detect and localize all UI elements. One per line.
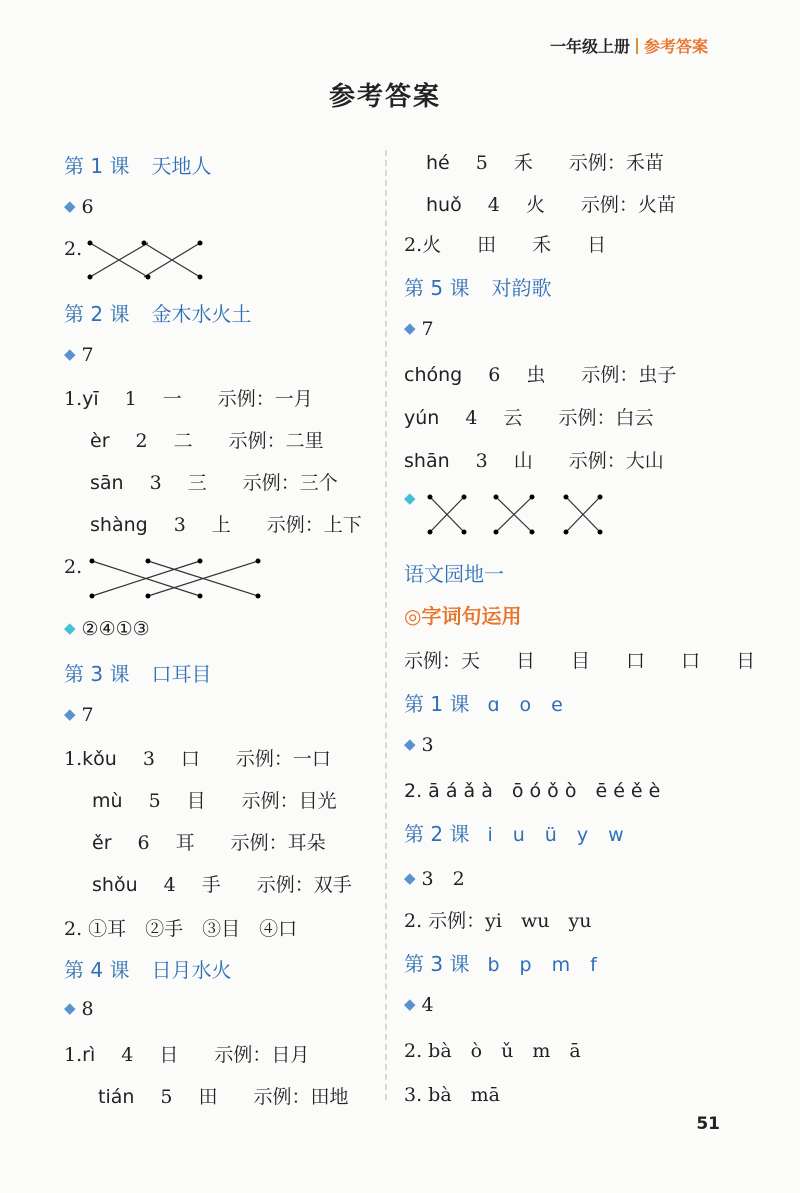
cont-row-2: huǒ 4 火 示例：火苗 — [426, 194, 676, 216]
diamond-icon: ◆ — [64, 619, 76, 637]
section-label: 参考答案 — [643, 37, 708, 56]
diamond-icon: ◆ — [64, 345, 76, 363]
pinyin-lesson-2-heading: 第 2 课 i u ü y w — [404, 822, 624, 846]
lesson-3-heading: 第 3 课 口耳目 — [64, 662, 212, 686]
cont-q2: 2.火 田 禾 日 — [404, 234, 607, 256]
lesson-2-row-1: 1.yī 1 一 示例：一月 — [64, 388, 313, 410]
diamond-icon: ◆ — [64, 197, 76, 215]
diamond-icon: ◆ — [404, 995, 416, 1013]
lesson-3-row-1: 1.kǒu 3 口 示例：一口 — [64, 748, 331, 770]
lesson-5-diamond — [404, 488, 422, 510]
lesson-5-row-1: chóng 6 虫 示例：虫子 — [404, 364, 677, 386]
cont-row-1: hé 5 禾 示例：禾苗 — [426, 152, 664, 174]
lesson-4-count: ◆ 8 — [64, 998, 94, 1020]
lesson-2-row-2: èr 2 二 示例：二里 — [90, 430, 324, 452]
lesson-2-row-4: shàng 3 上 示例：上下 — [90, 514, 362, 536]
pinyin-lesson-3-heading: 第 3 课 b p m f — [404, 952, 597, 976]
lesson-4-row-1: 1.rì 4 日 示例：日月 — [64, 1044, 310, 1066]
pinyin-lesson-1-q2: 2. ā á ǎ à ō ó ǒ ò ē é ě è — [404, 780, 661, 802]
page-title: 参考答案 — [328, 82, 441, 112]
lesson-4-heading: 第 4 课 日月水火 — [64, 958, 232, 982]
lesson-2-count: ◆ 7 — [64, 344, 94, 366]
matching-lines-1 — [88, 240, 208, 280]
lesson-4-row-2: tián 5 田 示例：田地 — [98, 1086, 349, 1108]
grade-label: 一年级上册 — [549, 37, 630, 56]
diamond-icon: ◆ — [64, 705, 76, 723]
lesson-5-count: ◆ 7 — [404, 318, 434, 340]
diamond-icon: ◆ — [64, 999, 76, 1017]
lesson-3-row-2: mù 5 目 示例：目光 — [92, 790, 337, 812]
header-separator — [636, 38, 638, 54]
lesson-1-heading: 第 1 课 天地人 — [64, 154, 212, 178]
pinyin-lesson-1-count: ◆ 3 — [404, 734, 434, 756]
diamond-icon: ◆ — [404, 735, 416, 753]
section-heading: ◎字词句运用 — [404, 604, 522, 628]
lesson-1-count: ◆ 6 — [64, 196, 94, 218]
lesson-2-heading: 第 2 课 金木水火土 — [64, 302, 252, 326]
matching-lines-3 — [428, 494, 608, 536]
lesson-3-q2: 2. ①耳 ②手 ③目 ④口 — [64, 918, 298, 940]
diamond-icon: ◆ — [404, 319, 416, 337]
lesson-2-q2: 2. — [64, 556, 83, 578]
header-tag — [550, 34, 708, 57]
page-number: 51 — [696, 1114, 720, 1134]
diamond-icon: ◆ — [404, 869, 416, 887]
lesson-3-row-3: ěr 6 耳 示例：耳朵 — [92, 832, 326, 854]
garden-heading: 语文园地一 — [404, 562, 504, 586]
pinyin-lesson-3-q2: 2. bà ò ǔ m ā — [404, 1040, 581, 1062]
word-answers: 示例：天 日 目 口 口 日 — [404, 650, 756, 672]
lesson-3-row-4: shǒu 4 手 示例：双手 — [92, 874, 352, 896]
pinyin-lesson-2-count: ◆ 3 2 — [404, 868, 465, 890]
lesson-5-row-2: yún 4 云 示例：白云 — [404, 407, 654, 429]
pinyin-lesson-2-q2: 2. 示例：yi wu yu — [404, 910, 592, 932]
lesson-5-row-3: shān 3 山 示例：大山 — [404, 450, 664, 472]
pinyin-lesson-3-q3: 3. bà mā — [404, 1084, 501, 1106]
lesson-5-heading: 第 5 课 对韵歌 — [404, 276, 552, 300]
diamond-icon: ◆ — [404, 489, 416, 507]
lesson-2-row-3: sān 3 三 示例：三个 — [90, 472, 338, 494]
pinyin-lesson-1-heading: 第 1 课 ɑ o e — [404, 692, 563, 716]
lesson-2-order: ◆ ②④①③ — [64, 618, 150, 640]
lesson-3-count: ◆ 7 — [64, 704, 94, 726]
matching-lines-2 — [90, 558, 290, 600]
pinyin-lesson-3-count: ◆ 4 — [404, 994, 434, 1016]
column-divider — [385, 150, 387, 1100]
lesson-1-q2: 2. — [64, 238, 83, 260]
